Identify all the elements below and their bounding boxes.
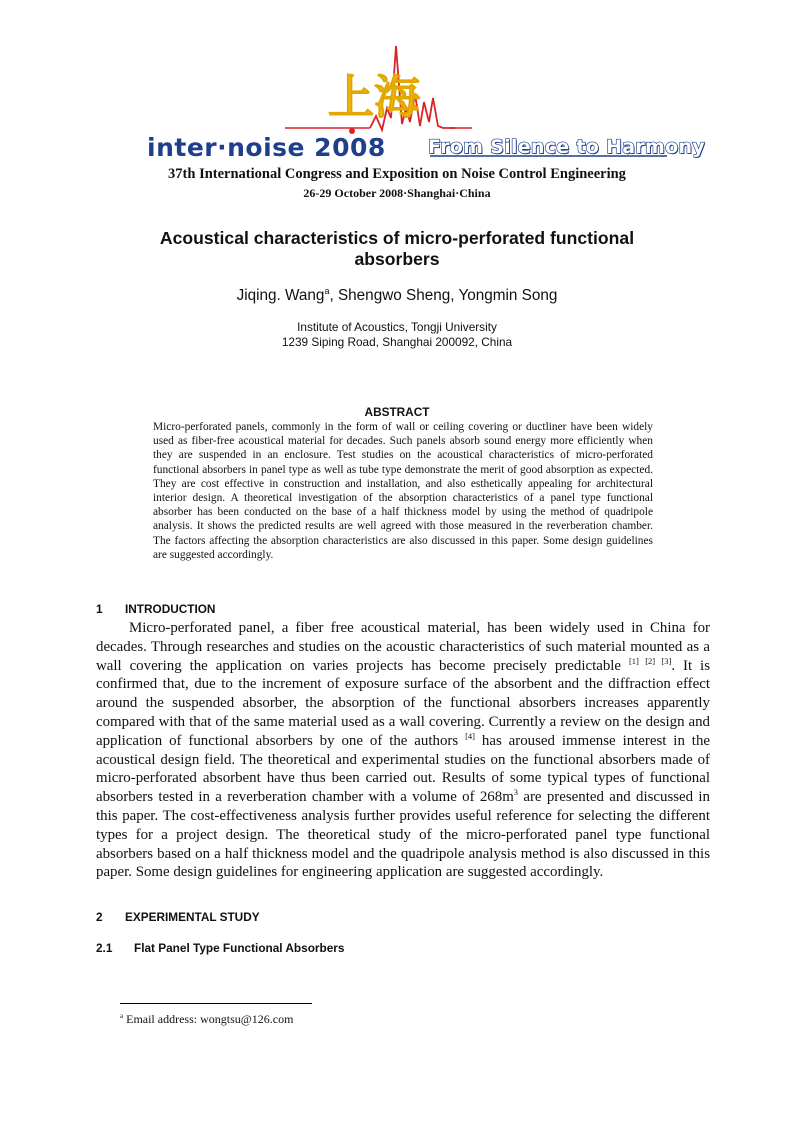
- superscript-cubed: 3: [513, 787, 519, 798]
- logo-wordmark: inter·noise 2008: [147, 133, 386, 162]
- author-footnote-mark: a: [324, 286, 330, 296]
- other-authors: , Shengwo Sheng, Yongmin Song: [329, 287, 558, 305]
- citation-4: [4]: [465, 730, 475, 741]
- logo-slogan: From Silence to Harmony: [428, 136, 705, 158]
- intro-text-1: Micro-perforated panel, a fiber free acoustical material, has been widely used in China for decades. Through researches and studies on the acoustic characteristics of such material mounted as a wall covering the application on varies projects has become precisely predictable: [96, 620, 710, 674]
- intro-text-4: are presented and discussed in this paper. The cost-effectiveness analysis further provides useful reference for selecting the different types for a project design. The theoretical study of the micro-perforated panel type functional absorbers based on a half thickness model and the quadripole analysis method is also discussed in this paper. Some design guidelines for engineering application are suggested accordingly.: [96, 789, 710, 881]
- affiliation-institute: Institute of Acoustics, Tongji University: [297, 320, 497, 334]
- intro-text-3: has aroused immense interest in the acoustical design field. The theoretical and experimental studies on the functional absorbers made of micro-perforated absorbent have thus been carried out. Results of some typical types of functional absorbers tested in a reverberation chamber with a volume of 268m: [96, 732, 710, 806]
- first-author: Jiqing. Wang: [236, 287, 325, 305]
- introduction-paragraph: [96, 619, 710, 882]
- subsection-title: Flat Panel Type Functional Absorbers: [134, 941, 345, 955]
- paper-title: Acoustical characteristics of micro-perforated functional absorbers: [159, 228, 635, 269]
- footnote-divider: [120, 1003, 312, 1004]
- footnote-email: Email address: wongtsu@126.com: [123, 1012, 294, 1026]
- intro-text-2: . It is confirmed that, due to the increment of exposure surface of the absorbent and the diffraction effect around the suspended absorber, the absorption of the functional absorbers increases apparently compared with that of the same material used as a wall covering. Currently a review on the design and application of functional absorbers by one of the authors: [96, 657, 710, 749]
- affiliation-address: 1239 Siping Road, Shanghai 200092, China: [281, 335, 513, 349]
- congress-title: 37th International Congress and Exposition on Noise Control Engineering: [168, 166, 626, 182]
- section-title: EXPERIMENTAL STUDY: [125, 910, 260, 924]
- citation-1-3: [1] [2] [3]: [628, 655, 672, 666]
- section-number: 2: [96, 910, 103, 924]
- logo-chinese-characters: 上海: [328, 70, 420, 124]
- affiliation: [0, 320, 794, 350]
- author-list: [0, 286, 794, 305]
- footnote: [120, 1012, 293, 1027]
- subsection-number: 2.1: [96, 941, 113, 955]
- footnote-mark: a: [120, 1012, 124, 1020]
- section-title: INTRODUCTION: [125, 602, 216, 616]
- abstract-text: Micro-perforated panels, commonly in the form of wall or ceiling covering or ductliner have been widely used as fiber-free acoustical material for decades. Such panels absorb sound energy more efficiently when they are suspended in an enclosure. Test studies on the acoustical characteristics of micro-perforated functional absorbers in panel type as well as tube type demonstrate the merit of good absorption as expected. They are cost effective in construction and installation, and also esthetically appealing for architectural interior design. A theoretical investigation of the absorption characteristics of a panel type functional absorber has been conducted on the base of a half thickness model by using the method of quadripole analysis. It shows the predicted results are well agreed with those measured in the reverberation chamber. The factors affecting the absorption characteristics are also discussed in this paper. Some design guidelines are suggested accordingly.: [153, 421, 653, 561]
- abstract-heading: ABSTRACT: [364, 405, 430, 419]
- congress-dates: 26-29 October 2008·Shanghai·China: [303, 186, 491, 200]
- section-number: 1: [96, 602, 103, 616]
